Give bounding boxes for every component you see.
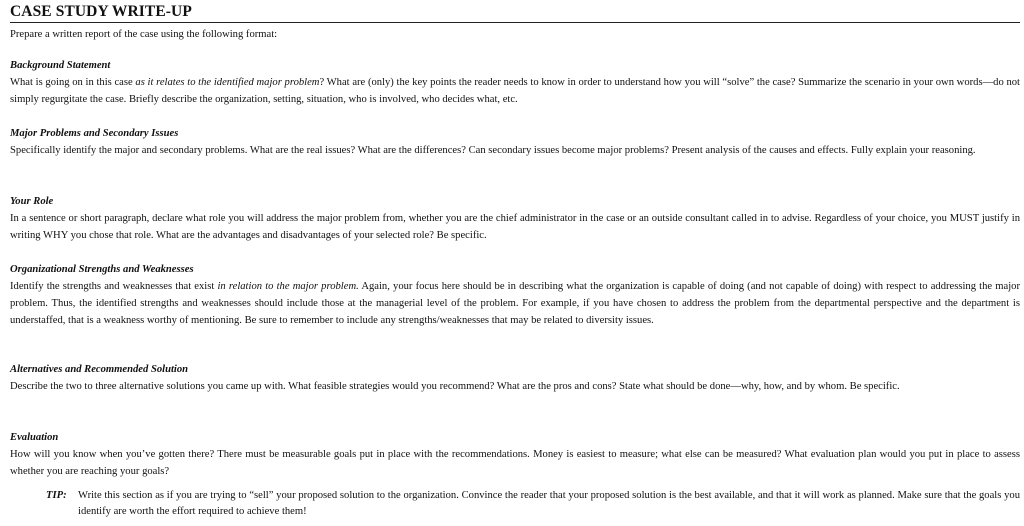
section-heading: Background Statement [10,60,111,71]
section-heading: Major Problems and Secondary Issues [10,128,179,139]
section-heading: Organizational Strengths and Weaknesses [10,264,194,275]
section-background-statement [10,58,1020,108]
section-body: In a sentence or short paragraph, declare what role you will address the major problem from, whether you are the chief administrator in the case or an outside consultant called in to advise. Regardless of your choice, you MUST justify in writing WHY you chose that role. What are the advantages and disadvantages of your selected role? Be specific. [10,213,1020,241]
body-text: What is going on in this case [10,77,136,88]
section-body: Specifically identify the major and secondary problems. What are the real issues? What are the differences? Can secondary issues become major problems? Present analysis of the causes and effects. Fully explain your reasoning. [10,145,976,156]
section-your-role [10,194,1020,244]
body-text: ? What are (only) the key points the reader needs to know in order to understand how you will “solve” the case? Summarize the scenario in your own words—do not simply regurgitate the case. Briefly describe the organization, setting, situation, who is involved, who decides what, etc. [10,77,1021,105]
tip-note [46,488,1020,520]
section-body: How will you know when you’ve gotten there? There must be measurable goals put in place with the recommendations. Money is easiest to measure; what else can be measured? What evaluation plan would you put in place to assess whether you are reaching your goals? [10,449,1020,477]
document-title: CASE STUDY WRITE-UP [10,0,1020,23]
section-heading: Alternatives and Recommended Solution [10,364,189,375]
section-body: Describe the two to three alternative solutions you came up with. What feasible strategies would you recommend? What are the pros and cons? State what should be done—why, how, and by whom. Be specific. [10,381,900,392]
section-body [10,74,1020,108]
body-emphasis: in relation to the major problem. [217,281,359,292]
body-text: Identify the strengths and weaknesses that exist [10,281,218,292]
section-organizational-strengths [10,262,1020,329]
section-evaluation [10,430,1020,480]
document-page [10,0,1021,517]
section-major-problems [10,126,1020,159]
body-emphasis: as it relates to the identified major problem [135,77,320,88]
section-heading: Evaluation [10,432,59,443]
tip-text: Write this section as if you are trying to “sell” your proposed solution to the organization. Convince the reader that your proposed solution is the best available, and that it will work as planned. Make sure that the goals you identify are worth the effort required to achieve them! [78,490,1020,517]
body-text: Again, your focus here should be in describing what the organization is capable of doing (and not capable of doing) with respect to addressing the major problem. Thus, the identified strengths and weaknesses should include those at the managerial level of the problem. For example, if you have chosen to address the problem from the departmental perspective and the department is understaffed, that is a weakness worthy of mentioning. Be sure to remember to include any strengths/weaknesses that may be related to diversity issues. [10,281,1020,326]
section-body [10,278,1020,329]
section-heading: Your Role [10,196,54,207]
section-alternatives [10,362,1020,395]
intro-text: Prepare a written report of the case using the following format: [10,29,278,40]
tip-label: TIP: [46,490,67,501]
